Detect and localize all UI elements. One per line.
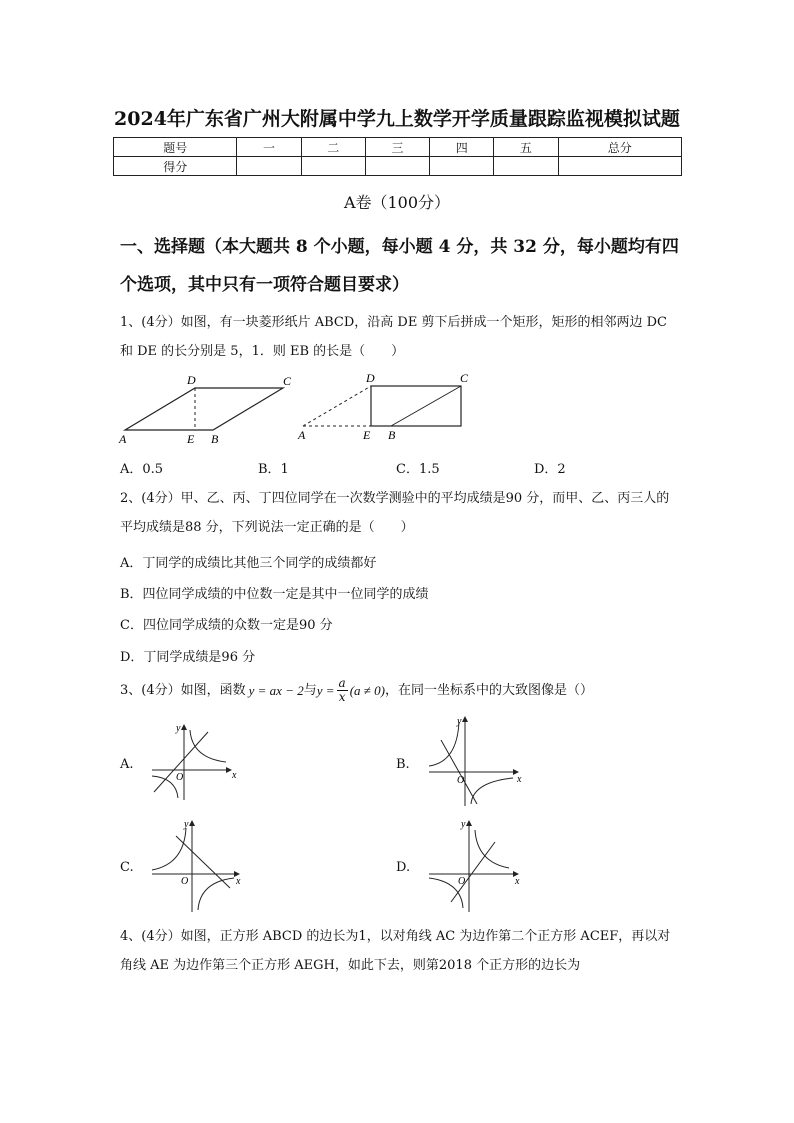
score-cell[interactable] [494, 157, 558, 176]
q3-graph-a[interactable] [148, 720, 238, 802]
q3-option-d[interactable]: D. [396, 860, 411, 875]
rhombus-shape [125, 388, 283, 430]
score-cell[interactable] [237, 157, 301, 176]
label-B1: B [211, 432, 219, 446]
q1-option-d[interactable]: D．2 [534, 462, 566, 477]
label-C2: C [460, 371, 469, 385]
question-1-figure [115, 368, 495, 448]
cut-dashed-1 [303, 386, 371, 426]
q3-text-before: 3、(4分）如图，函数 [120, 683, 246, 698]
svg-text:O: O [181, 876, 189, 887]
score-cell[interactable] [430, 157, 494, 176]
svg-text:y: y [461, 819, 466, 830]
q3-formula-cond: (a ≠ 0) [349, 683, 385, 698]
label-B2: B [388, 428, 396, 442]
svg-text:O: O [457, 775, 465, 786]
question-1-text: 1、(4分）如图，有一块菱形纸片 ABCD，沿高 DE 剪下后拼成一个矩形，矩形的相邻两边 DC 和 DE 的长分别是 5，1．则 EB 的长是（ ） [120, 315, 667, 359]
score-header-cell: 三 [365, 138, 429, 157]
score-table-score-row [114, 157, 682, 176]
score-cell[interactable] [558, 157, 681, 176]
q3-formula-lhs: y = [316, 683, 335, 698]
diagonal-line [391, 386, 461, 426]
question-3-text [120, 676, 680, 705]
q1-option-b[interactable]: B．1 [258, 462, 289, 477]
section-a-title: A卷（100分） [343, 193, 451, 212]
score-header-cell: 二 [301, 138, 365, 157]
svg-text:O: O [458, 876, 466, 887]
q2-option-a[interactable]: A．丁同学的成绩比其他三个同学的成绩都好 [120, 556, 377, 571]
score-header-cell: 一 [237, 138, 301, 157]
score-row-label: 得分 [114, 157, 237, 176]
exam-title: 2024年广东省广州大附属中学九上数学开学质量跟踪监视模拟试题 [114, 108, 680, 130]
question-2-text: 2、(4分）甲、乙、丙、丁四位同学在一次数学测验中的平均成绩是90 分，而甲、乙、丙三人的平均成绩是88 分，下列说法一定正确的是（ ） [120, 491, 670, 535]
score-table-header-row [114, 138, 682, 157]
q3-fraction-den: x [338, 690, 346, 704]
label-A2: A [298, 428, 306, 442]
q3-graph-b[interactable] [425, 712, 525, 808]
q2-option-d[interactable]: D．丁同学成绩是96 分 [120, 650, 256, 665]
q2-option-b[interactable]: B．四位同学成绩的中位数一定是其中一位同学的成绩 [120, 587, 429, 602]
q3-fraction-num: a [338, 676, 346, 690]
section-1-heading: 一、选择题（本大题共 8 个小题，每小题 4 分，共 32 分，每小题均有四个选项，其中只有一项符合题目要求） [120, 237, 679, 295]
label-D1: D [187, 373, 196, 387]
q3-option-a[interactable]: A. [120, 757, 134, 772]
q3-graph-d[interactable] [425, 818, 525, 914]
svg-text:y: y [176, 723, 181, 734]
label-D2: D [366, 371, 375, 385]
svg-text:x: x [515, 876, 520, 887]
score-cell[interactable] [365, 157, 429, 176]
score-header-cell: 总分 [558, 138, 681, 157]
q3-formula-linear: y = ax − 2 [248, 683, 304, 698]
q1-option-a[interactable]: A．0.5 [120, 462, 164, 477]
svg-text:x: x [236, 876, 241, 887]
score-header-cell: 题号 [114, 138, 237, 157]
q3-text-after: ，在同一坐标系中的大致图像是（） [384, 683, 593, 698]
q3-text-mid: 与 [303, 683, 317, 698]
svg-text:y: y [457, 716, 462, 727]
q1-option-c[interactable]: C．1.5 [396, 462, 440, 477]
svg-text:y: y [184, 819, 189, 830]
score-cell[interactable] [301, 157, 365, 176]
q3-option-c[interactable]: C. [120, 860, 134, 875]
rectangle-shape [371, 386, 461, 426]
score-header-cell: 五 [494, 138, 558, 157]
q3-graph-c[interactable] [148, 818, 248, 914]
q3-fraction [337, 677, 348, 704]
score-header-cell: 四 [430, 138, 494, 157]
label-C1: C [283, 374, 292, 388]
label-E2: E [363, 428, 371, 442]
svg-text:x: x [517, 774, 522, 785]
q3-option-b[interactable]: B. [396, 757, 410, 772]
label-E1: E [187, 432, 195, 446]
svg-text:x: x [232, 770, 237, 781]
label-A1: A [119, 432, 127, 446]
score-table [113, 137, 682, 176]
q2-option-c[interactable]: C．四位同学成绩的众数一定是90 分 [120, 618, 333, 633]
svg-text:O: O [176, 772, 184, 783]
question-4-text: 4、(4分）如图，正方形 ABCD 的边长为1，以对角线 AC 为边作第二个正方形 ACEF，再以对角线 AE 为边作第三个正方形 AEGH，如此下去，则第2018 个正方形的边长为 [120, 929, 671, 973]
